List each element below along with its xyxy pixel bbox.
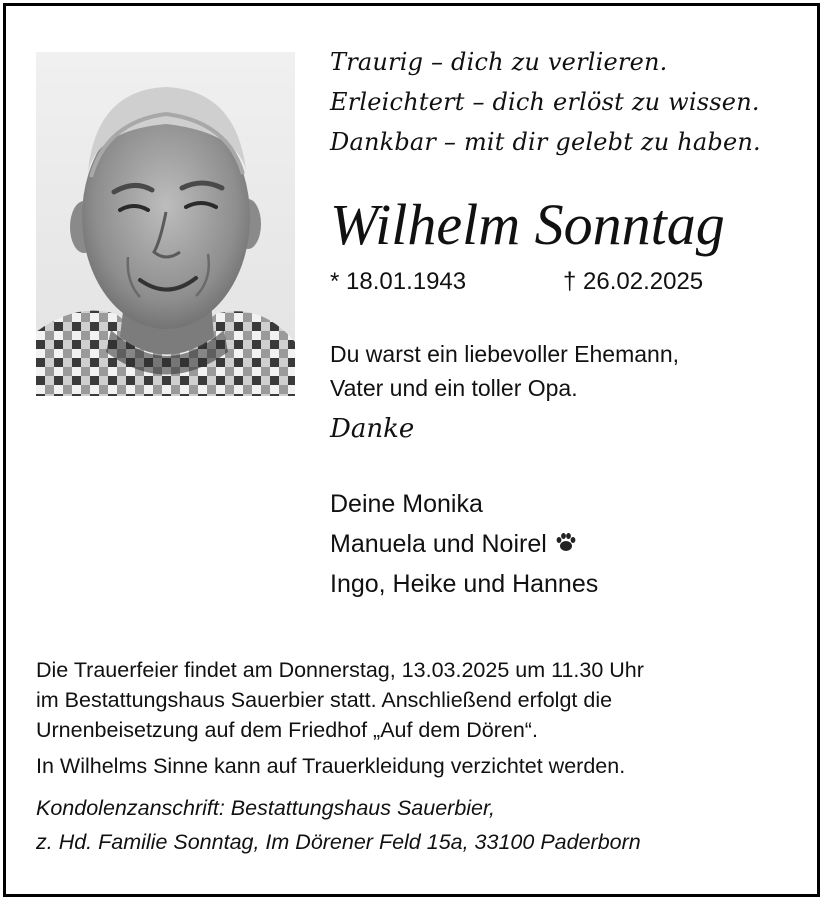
tribute-line: Du warst ein liebevoller Ehemann, [330,341,680,367]
portrait-photo [36,52,295,396]
ceremony-line: im Bestattungshaus Sauerbier statt. Anschließend erfolgt die [36,688,613,712]
funeral-info [36,655,644,859]
family-signatures [330,484,598,604]
condolence-address [36,791,644,859]
ceremony-line: Urnenbeisetzung auf dem Friedhof „Auf dem Dören“. [36,718,538,742]
motto-line: Dankbar – mit dir gelebt zu haben. [330,128,761,156]
tribute-text [330,337,679,405]
paw-print-icon [555,524,577,564]
motto-line: Traurig – dich zu verlieren. [330,48,668,76]
family-line [330,484,598,524]
condolence-line: z. Hd. Familie Sonntag, Im Dörener Feld 15a, 33100 Paderborn [36,830,641,854]
deceased-name: Wilhelm Sonntag [330,192,725,257]
ceremony-line: Die Trauerfeier findet am Donnerstag, 13.03.2025 um 11.30 Uhr [36,658,644,682]
motto [330,42,761,162]
death-date: † 26.02.2025 [563,268,704,295]
motto-line: Erleichtert – dich erlöst zu wissen. [330,88,760,116]
dress-note: In Wilhelms Sinne kann auf Trauerkleidung verzichtet werden. [36,754,626,778]
family-line [330,564,598,604]
family-name: Manuela und Noirel [330,530,547,558]
family-name: Ingo, Heike und Hannes [330,570,599,598]
family-name: Deine Monika [330,490,483,518]
tribute-line: Vater und ein toller Opa. [330,375,578,401]
family-line [330,524,598,564]
thanks-text: Danke [330,414,415,444]
condolence-line: Kondolenzanschrift: Bestattungshaus Sauerbier, [36,796,495,820]
birth-date: * 18.01.1943 [330,268,467,295]
